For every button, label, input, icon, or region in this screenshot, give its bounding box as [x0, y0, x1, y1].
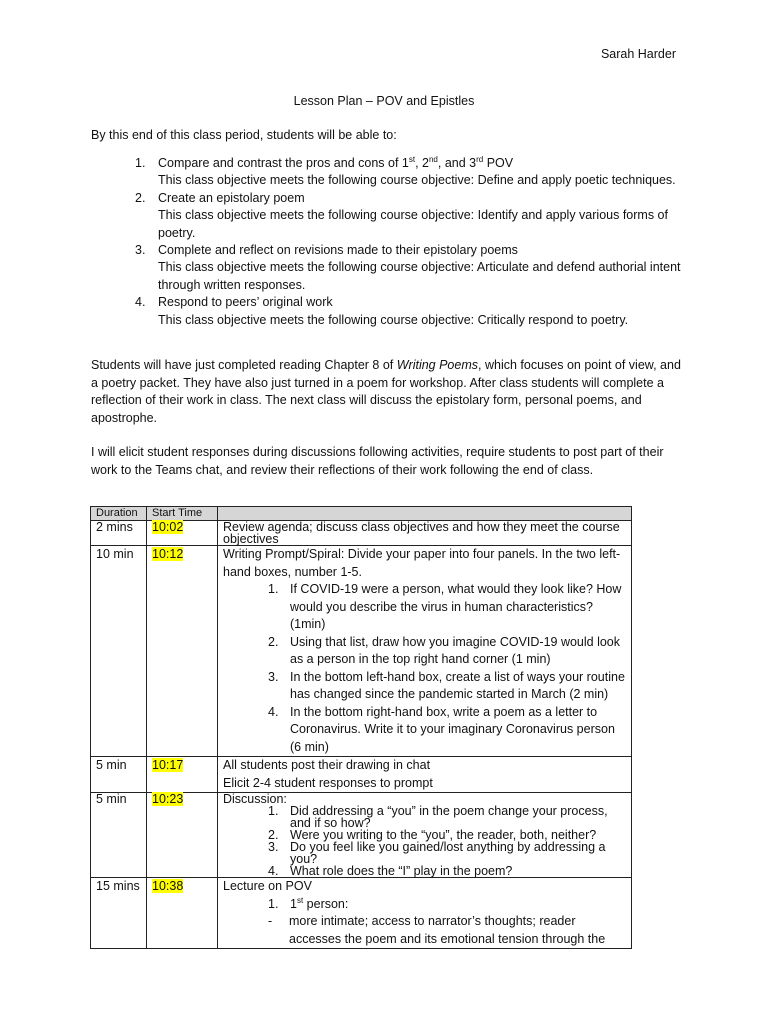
- activity-cell: Review agenda; discuss class objectives and how they meet the course objectives: [218, 521, 632, 546]
- table-row: [91, 757, 632, 793]
- objective-text: Create an epistolary poem: [158, 190, 305, 205]
- objectives-list: [135, 155, 695, 329]
- duration-cell: 15 mins: [91, 878, 147, 949]
- header-start-time: Start Time: [147, 507, 218, 521]
- activity-cell: [218, 546, 632, 757]
- activity-cell: All students post their drawing in chat Elicit 2-4 student responses to prompt: [218, 757, 632, 793]
- table-row: [91, 521, 632, 546]
- assessment-paragraph: I will elicit student responses during discussions following activities, require students to post part of their work to the Teams chat, and review their reflections of their work following the end of class.: [91, 445, 664, 477]
- objective-meets: This class objective meets the following course objective: Articulate and defend authorial intent through written responses.: [158, 260, 681, 292]
- table-header-row: [91, 507, 632, 521]
- duration-cell: 5 min: [91, 757, 147, 793]
- prompt-list: [223, 581, 626, 756]
- discussion-heading: Discussion:: [223, 792, 287, 806]
- lecture-detail: - more intimate; access to narrator’s thoughts; reader accesses the poem and its emotional tension through the: [268, 914, 606, 946]
- objective-text: Respond to peers’ original work: [158, 295, 333, 310]
- header-duration: Duration: [91, 507, 147, 521]
- objective-item: 3. Complete and reflect on revisions made to their epistolary poems This class objective meets the following course objective: Articulate and defend authorial intent through written responses.: [135, 242, 695, 294]
- lecture-heading: Lecture on POV: [223, 879, 312, 893]
- start-time-highlight: 10:02: [152, 520, 184, 534]
- table-row: [91, 878, 632, 949]
- header-activity: [218, 507, 632, 521]
- list-item: 2. Using that list, draw how you imagine COVID-19 would look as a person in the top right hand corner (1 min): [268, 634, 621, 666]
- duration-cell: 5 min: [91, 793, 147, 878]
- activity-cell: [218, 793, 632, 878]
- start-time-highlight: 10:23: [152, 792, 184, 806]
- start-time-cell: [147, 878, 218, 949]
- list-item: 3. In the bottom left-hand box, create a list of ways your routine has changed since the pandemic started in March (2 min): [268, 669, 625, 701]
- list-item: 4. In the bottom right-hand box, write a poem as a letter to Coronavirus. Write it to your imaginary Coronavirus person (6 min): [268, 704, 615, 754]
- lesson-schedule-table: [90, 506, 632, 949]
- objective-item: 4. Respond to peers’ original work This class objective meets the following course objective: Critically respond to poetry.: [135, 294, 695, 329]
- context-paragraph: Students will have just completed reading Chapter 8 of Writing Poems, which focuses on point of view, and a poetry packet. They have also just turned in a poem for workshop. After class students will complete a reflection of their work in class. The next class will discuss the epistolary form, personal poems, and apostrophe.: [91, 358, 681, 425]
- list-item: 4. What role does the “I” play in the poem?: [268, 864, 513, 878]
- objective-meets: This class objective meets the following course objective: Critically respond to poetry.: [158, 312, 629, 327]
- list-item: 1. If COVID-19 were a person, what would they look like? How would you describe the virus in human characteristics? (1min): [268, 582, 622, 631]
- objectives-intro: By this end of this class period, students will be able to:: [91, 128, 397, 142]
- start-time-highlight: 10:17: [152, 758, 184, 772]
- start-time-highlight: 10:12: [152, 547, 184, 561]
- list-item: 1. Did addressing a “you” in the poem change your process, and if so how?: [268, 804, 608, 830]
- table-row: [91, 793, 632, 878]
- objective-text: Compare and contrast the pros and cons of 1st, 2nd, and 3rd POV: [158, 154, 514, 170]
- objective-meets: This class objective meets the following course objective: Define and apply poetic techniques.: [158, 173, 676, 188]
- activity-intro: Writing Prompt/Spiral: Divide your paper into four panels. In the two left-hand boxes, number 1-5.: [223, 547, 621, 579]
- list-item: 3. Do you feel like you gained/lost anything by addressing a you?: [268, 840, 606, 866]
- objective-text: Complete and reflect on revisions made to their epistolary poems: [158, 243, 518, 258]
- objective-meets: This class objective meets the following course objective: Identify and apply various forms of poetry.: [158, 208, 668, 240]
- start-time-cell: [147, 793, 218, 878]
- lecture-list: [223, 896, 626, 914]
- start-time-cell: [147, 546, 218, 757]
- author-name: Sarah Harder: [600, 47, 676, 61]
- table-row: [91, 546, 632, 757]
- list-item: 2. Were you writing to the “you”, the reader, both, neither?: [268, 828, 597, 842]
- start-time-cell: [147, 757, 218, 793]
- activity-cell: [218, 878, 632, 949]
- objective-item: 2. Create an epistolary poem This class objective meets the following course objective: Identify and apply various forms of poetry.: [135, 190, 695, 242]
- start-time-cell: [147, 521, 218, 546]
- duration-cell: 10 min: [91, 546, 147, 757]
- duration-cell: 2 mins: [91, 521, 147, 546]
- discussion-list: [223, 805, 626, 877]
- objective-item: 1. Compare and contrast the pros and cons of 1st, 2nd, and 3rd POV This class objective meets the following course objective: Define and apply poetic techniques.: [135, 155, 695, 190]
- start-time-highlight: 10:38: [152, 879, 184, 893]
- list-item: 1. 1st person:: [268, 895, 349, 911]
- document-title: Lesson Plan – POV and Epistles: [293, 94, 475, 108]
